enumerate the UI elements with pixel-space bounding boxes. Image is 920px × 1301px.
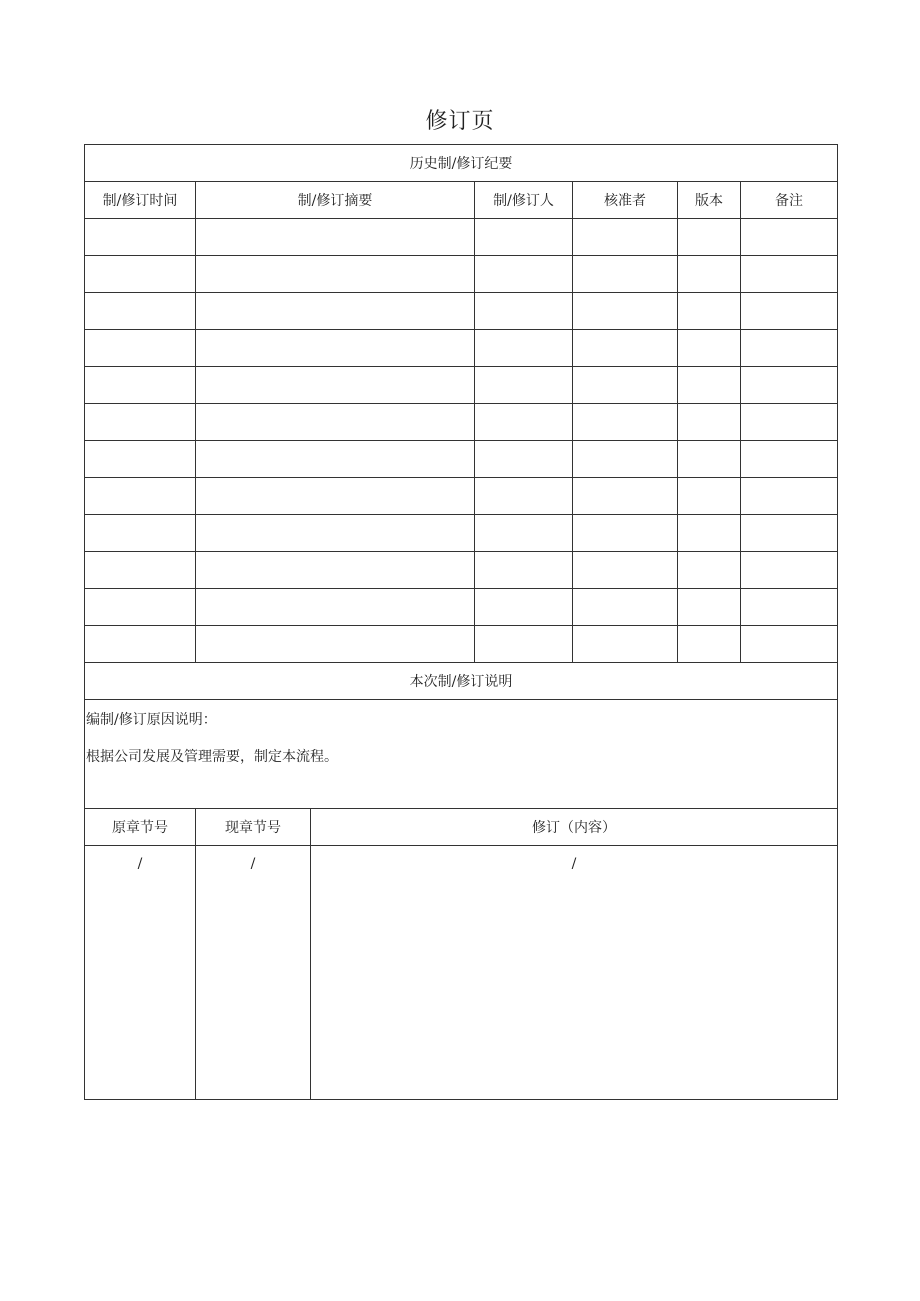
revision-time-cell <box>85 552 196 589</box>
version-cell <box>678 219 741 256</box>
section-changes-table <box>84 808 838 1100</box>
revision-time-cell <box>85 367 196 404</box>
approver-cell <box>573 552 678 589</box>
revision-time-cell <box>85 515 196 552</box>
column-header-version: 版本 <box>678 182 741 219</box>
version-cell <box>678 589 741 626</box>
approver-cell <box>573 626 678 663</box>
column-header-revision-time: 制/修订时间 <box>85 182 196 219</box>
version-cell <box>678 293 741 330</box>
approver-cell <box>573 256 678 293</box>
version-cell <box>678 441 741 478</box>
revision-reason-cell <box>85 700 838 809</box>
column-header-current-section: 现章节号 <box>196 809 311 846</box>
table-row <box>85 552 838 589</box>
table-row <box>85 404 838 441</box>
approver-cell <box>573 404 678 441</box>
reviser-cell <box>475 515 573 552</box>
revision-summary-cell <box>196 515 475 552</box>
revision-summary-cell <box>196 256 475 293</box>
approver-cell <box>573 478 678 515</box>
revision-summary-cell <box>196 626 475 663</box>
approver-cell <box>573 330 678 367</box>
revision-summary-cell <box>196 478 475 515</box>
reviser-cell <box>475 293 573 330</box>
table-row <box>85 219 838 256</box>
approver-cell <box>573 219 678 256</box>
reviser-cell <box>475 626 573 663</box>
reviser-cell <box>475 552 573 589</box>
reviser-cell <box>475 256 573 293</box>
revision-history-table <box>84 144 838 809</box>
revision-time-cell <box>85 626 196 663</box>
remarks-cell <box>741 626 838 663</box>
revision-time-cell <box>85 441 196 478</box>
revision-reason-text: 根据公司发展及管理需要，制定本流程。 <box>86 749 338 765</box>
column-header-revision-summary: 制/修订摘要 <box>196 182 475 219</box>
approver-cell <box>573 589 678 626</box>
version-cell <box>678 515 741 552</box>
approver-cell <box>573 441 678 478</box>
remarks-cell <box>741 256 838 293</box>
version-cell <box>678 552 741 589</box>
reviser-cell <box>475 330 573 367</box>
version-cell <box>678 256 741 293</box>
remarks-cell <box>741 552 838 589</box>
revision-content-cell: / <box>311 846 838 1100</box>
revision-summary-cell <box>196 293 475 330</box>
table-row <box>85 330 838 367</box>
current-section-cell: / <box>196 846 311 1100</box>
version-cell <box>678 330 741 367</box>
column-header-reviser: 制/修订人 <box>475 182 573 219</box>
reviser-cell <box>475 589 573 626</box>
revision-summary-cell <box>196 219 475 256</box>
revision-time-cell <box>85 478 196 515</box>
page-title: 修订页 <box>425 109 495 134</box>
remarks-cell <box>741 293 838 330</box>
approver-cell <box>573 293 678 330</box>
history-section-title: 历史制/修订纪要 <box>85 145 838 182</box>
revision-time-cell <box>85 330 196 367</box>
revision-time-cell <box>85 256 196 293</box>
column-header-revision-content: 修订（内容） <box>311 809 838 846</box>
remarks-cell <box>741 515 838 552</box>
revision-summary-cell <box>196 367 475 404</box>
revision-summary-cell <box>196 330 475 367</box>
remarks-cell <box>741 367 838 404</box>
remarks-cell <box>741 404 838 441</box>
revision-time-cell <box>85 589 196 626</box>
remarks-cell <box>741 589 838 626</box>
remarks-cell <box>741 478 838 515</box>
reviser-cell <box>475 367 573 404</box>
column-header-original-section: 原章节号 <box>85 809 196 846</box>
version-cell <box>678 478 741 515</box>
column-header-remarks: 备注 <box>741 182 838 219</box>
table-row <box>85 256 838 293</box>
table-row <box>85 515 838 552</box>
revision-time-cell <box>85 404 196 441</box>
revision-time-cell <box>85 293 196 330</box>
reviser-cell <box>475 441 573 478</box>
approver-cell <box>573 367 678 404</box>
version-cell <box>678 404 741 441</box>
version-cell <box>678 626 741 663</box>
original-section-cell: / <box>85 846 196 1100</box>
column-header-approver: 核准者 <box>573 182 678 219</box>
revision-summary-cell <box>196 552 475 589</box>
remarks-cell <box>741 330 838 367</box>
reviser-cell <box>475 219 573 256</box>
revision-reason-label: 编制/修订原因说明： <box>86 712 217 728</box>
remarks-cell <box>741 219 838 256</box>
revision-summary-cell <box>196 441 475 478</box>
version-cell <box>678 367 741 404</box>
approver-cell <box>573 515 678 552</box>
table-row <box>85 626 838 663</box>
table-row <box>85 589 838 626</box>
revision-summary-cell <box>196 589 475 626</box>
table-row <box>85 293 838 330</box>
revision-time-cell <box>85 219 196 256</box>
current-section-title: 本次制/修订说明 <box>85 663 838 700</box>
revision-summary-cell <box>196 404 475 441</box>
table-row <box>85 367 838 404</box>
remarks-cell <box>741 441 838 478</box>
table-row <box>85 441 838 478</box>
reviser-cell <box>475 404 573 441</box>
table-row <box>85 846 838 1100</box>
table-row <box>85 478 838 515</box>
reviser-cell <box>475 478 573 515</box>
